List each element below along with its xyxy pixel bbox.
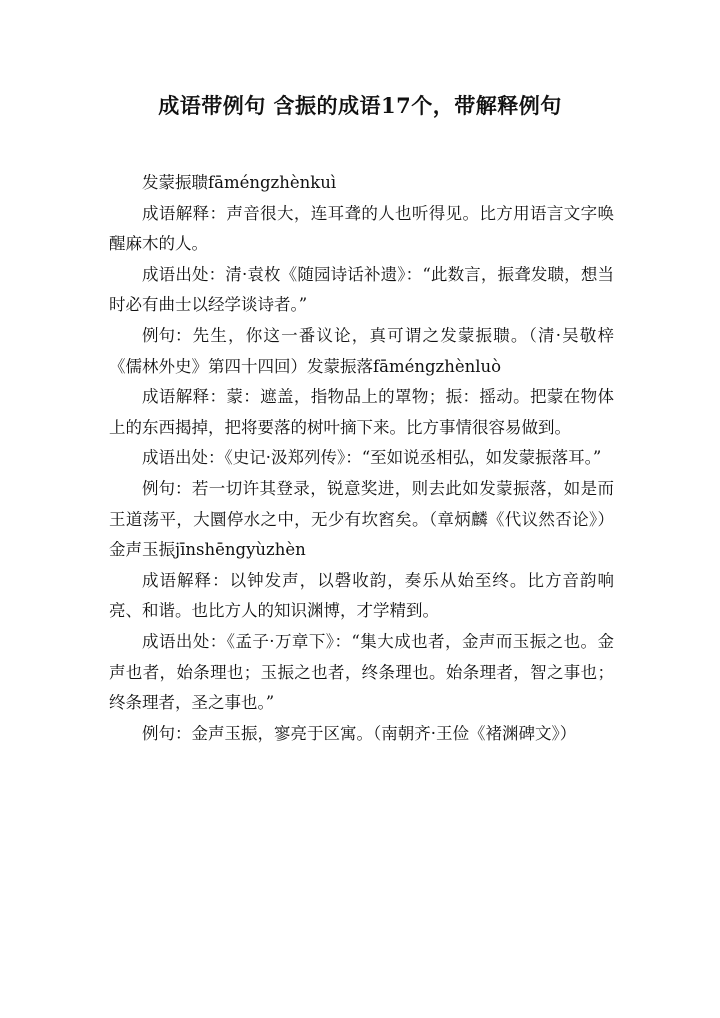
paragraph-text: 成语解释：以钟发声，以磬收韵，奏乐从始至终。比方音韵响亮、和谐。也比方人的知识渊博，才学精到。 [109, 570, 614, 621]
idiom-example [109, 719, 614, 750]
idiom-source [109, 443, 614, 474]
idiom-explanation [109, 566, 614, 627]
paragraph-text: 金声玉振，寥亮于区寓。（南朝齐·王俭《褚渊碑文》） [191, 723, 577, 743]
idiom-source [109, 260, 614, 321]
paragraph-text: 成语出处：《史记·汲郑列传》：“至如说丞相弘，如发蒙振落耳。” [142, 448, 602, 468]
idiom-explanation [109, 382, 614, 443]
paragraph-text: 成语解释：声音很大，连耳聋的人也听得见。比方用语言文字唤醒麻木的人。 [109, 203, 614, 254]
paragraph-text: 成语出处：清·袁枚《随园诗话补遗》：“此数言，振聋发聩，想当时必有曲士以经学谈诗者。” [109, 264, 614, 315]
idiom-example [109, 474, 614, 566]
paragraph-text: 成语解释：蒙：遮盖，指物品上的罩物；振：摇动。把蒙在物体上的东西揭掉，把将要落的树叶摘下来。比方事情很容易做到。 [109, 387, 614, 437]
document-title: 成语带例句 含振的成语17个，带解释例句 [158, 93, 562, 118]
idiom-source [109, 627, 614, 719]
idiom-heading [109, 168, 614, 199]
paragraph-text: 先生，你这一番议论，真可谓之发蒙振聩。（清·吴敬梓《儒林外史》第四十四回）发蒙振落fāméngzhènluò [109, 325, 614, 376]
example-label: 例 句： [142, 723, 192, 743]
document-body [109, 168, 614, 749]
idiom-example [109, 321, 614, 382]
idiom-explanation [109, 199, 614, 260]
paragraph-text: 发蒙振聩fāméngzhènkuì [142, 173, 337, 192]
paragraph-text: 成语出处：《孟子·万章下》：“集大成也者，金声而玉振之也。金声也者，始条理也；玉振之也者，终条理也。始条理者，智之事也；终条理者，圣之事也。” [109, 631, 614, 713]
example-label: 例 句： [142, 478, 192, 498]
example-label: 例 句： [142, 325, 192, 345]
paragraph-text: 若一切许其登录，锐意奖进，则去此如发蒙振落，如是而王道荡平，大圜停水之中，无少有坎窞矣。（章炳麟《代议然否论》）金声玉振jīnshēngyùzhèn [109, 478, 614, 560]
